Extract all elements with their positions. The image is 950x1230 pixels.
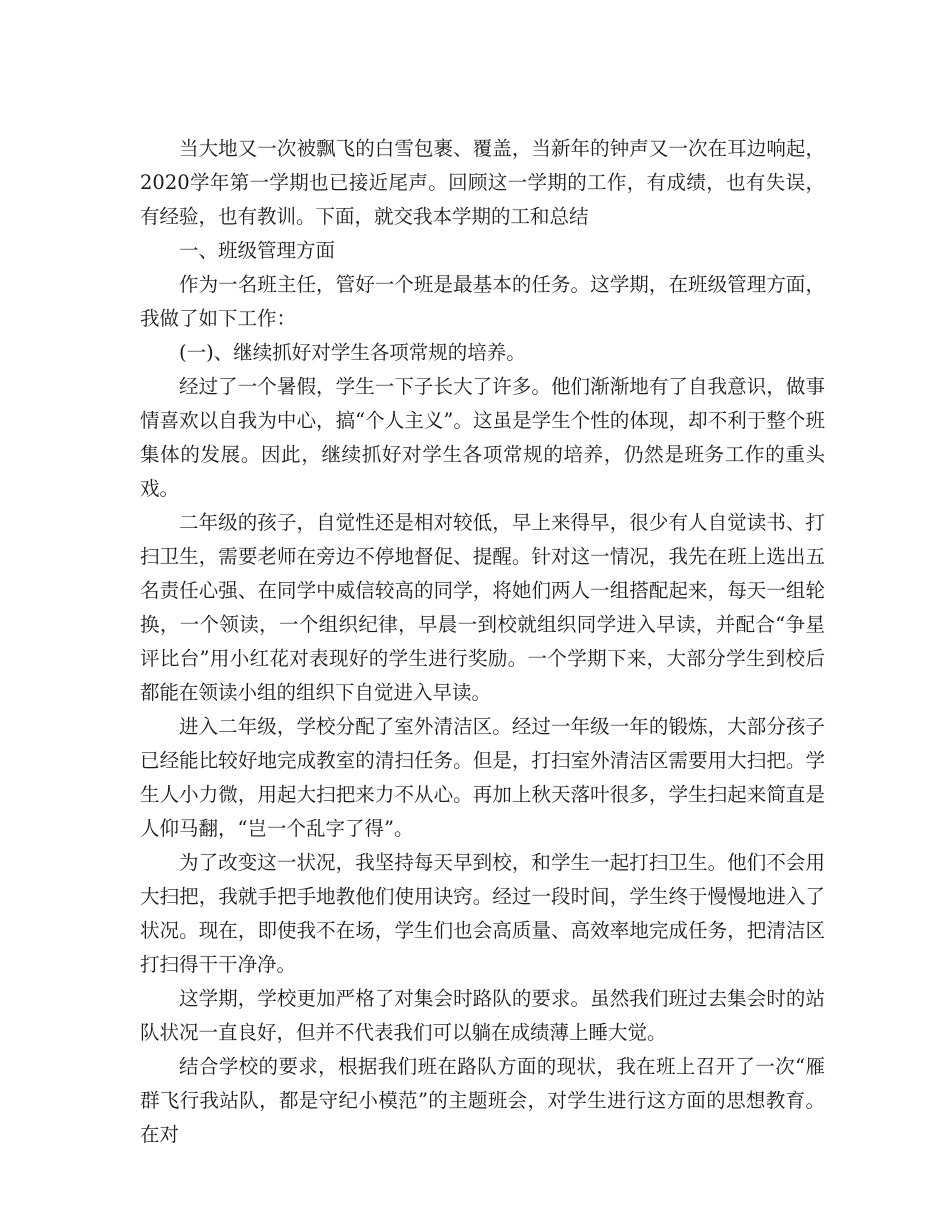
- body-paragraph: 作为一名班主任，管好一个班是最基本的任务。这学期，在班级管理方面，我做了如下工作：: [140, 273, 825, 330]
- body-paragraph: 二年级的孩子，自觉性还是相对较低，早上来得早，很少有人自觉读书、打扫卫生，需要老师在旁边不停地督促、提醒。针对这一情况，我先在班上选出五名责任心强、在同学中威信较高的同学，将她们两人一组搭配起来，每天一组轮换，一个领读，一个组织纪律，早晨一到校就组织同学进入早读，并配合“争星评比台”用小红花对表现好的学生进行奖励。一个学期下来，大部分学生到校后都能在领读小组的组织下自觉进入早读。: [140, 511, 825, 704]
- document-page: [140, 132, 825, 1152]
- subsection-heading: (一)、继续抓好对学生各项常规的培养。: [179, 341, 526, 364]
- body-paragraph: 这学期，学校更加严格了对集会时路队的要求。虽然我们班过去集会时的站队状况一直良好，但并不代表我们可以躺在成绩薄上睡大觉。: [140, 987, 825, 1044]
- body-paragraph: 经过了一个暑假，学生一下子长大了许多。他们渐渐地有了自我意识，做事情喜欢以自我为中心，搞“个人主义”。这虽是学生个性的体现，却不利于整个班集体的发展。因此，继续抓好对学生各项常规的培养，仍然是班务工作的重头戏。: [140, 375, 825, 500]
- body-paragraph: 进入二年级，学校分配了室外清洁区。经过一年级一年的锻炼，大部分孩子已经能比较好地完成教室的清扫任务。但是，打扫室外清洁区需要用大扫把。学生人小力微，用起大扫把来力不从心。再加上秋天落叶很多，学生扫起来简直是人仰马翻，“岂一个乱字了得”。: [140, 715, 825, 840]
- body-paragraph: 为了改变这一状况，我坚持每天早到校，和学生一起打扫卫生。他们不会用大扫把，我就手把手地教他们使用诀窍。经过一段时间，学生终于慢慢地进入了状况。现在，即使我不在场，学生们也会高质量、高效率地完成任务，把清洁区打扫得干干净净。: [140, 851, 825, 976]
- section-heading: 一、班级管理方面: [179, 239, 336, 262]
- intro-paragraph: 当大地又一次被飘飞的白雪包裹、覆盖，当新年的钟声又一次在耳边响起，2020学年第一学期也已接近尾声。回顾这一学期的工作，有成绩，也有失误，有经验，也有教训。下面，就交我本学期的工和总结: [140, 137, 825, 228]
- body-paragraph: 结合学校的要求，根据我们班在路队方面的现状，我在班上召开了一次“雁群飞行我站队，都是守纪小模范”的主题班会，对学生进行这方面的思想教育。在对: [140, 1055, 825, 1146]
